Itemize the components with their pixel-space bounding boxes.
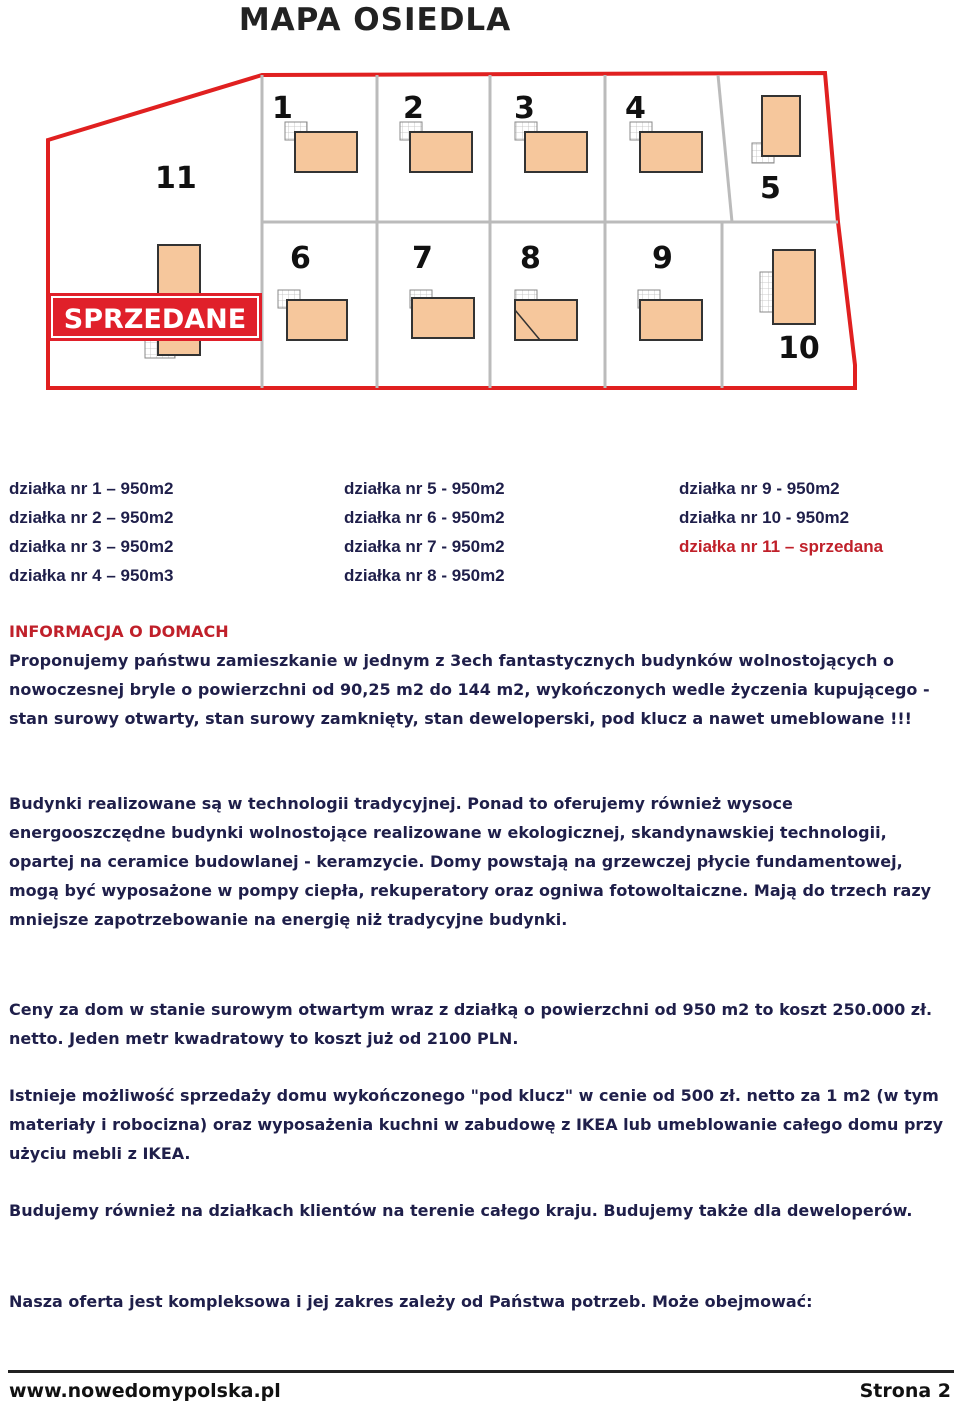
plots-column-2 — [344, 474, 505, 590]
plot-item: działka nr 2 – 950m2 — [9, 508, 174, 527]
footer-website-link[interactable]: www.nowedomypolska.pl — [9, 1380, 281, 1402]
house-lot-10 — [760, 250, 815, 324]
plot-item: działka nr 1 – 950m2 — [9, 479, 174, 498]
lot-number-10: 10 — [778, 331, 820, 366]
lot-number-2: 2 — [403, 91, 424, 126]
house-lot-2 — [400, 122, 472, 172]
house-lot-6 — [278, 290, 347, 340]
plots-column-1 — [9, 474, 173, 590]
plot-dividers — [262, 75, 838, 388]
house-lot-9 — [638, 290, 702, 340]
plot-item: działka nr 9 - 950m2 — [679, 479, 840, 498]
house-lot-7 — [410, 290, 474, 338]
plot-item: działka nr 3 – 950m2 — [9, 537, 174, 556]
plot-item: działka nr 10 - 950m2 — [679, 508, 850, 527]
house-lot-4 — [630, 122, 702, 172]
lot-number-8: 8 — [520, 241, 541, 276]
info-heading: INFORMACJA O DOMACH — [9, 622, 229, 641]
house-lot-8 — [515, 290, 577, 340]
sold-label: SPRZEDANE — [63, 304, 247, 335]
house-lot-3 — [515, 122, 587, 172]
plot-item: działka nr 6 - 950m2 — [344, 508, 505, 527]
lot-number-1: 1 — [272, 91, 293, 126]
info-paragraph-4: Istnieje możliwość sprzedaży domu wykończonego "pod klucz" w cenie od 500 zł. netto za 1 m2 (w tym materiały i robocizna) oraz wyposażenia kuchni w zabudowę z IKEA lub umeblowanie całego domu przy użyciu mebli z IKEA. — [9, 1086, 944, 1163]
sold-banner — [48, 293, 262, 341]
lot-number-9: 9 — [652, 241, 673, 276]
lot-number-3: 3 — [514, 91, 535, 126]
footer-page-number: Strona 2 — [859, 1380, 951, 1402]
estate-map-drawing — [0, 0, 960, 440]
lot-number-4: 4 — [625, 91, 646, 126]
plot-item: działka nr 8 - 950m2 — [344, 566, 505, 585]
house-lot-1 — [285, 122, 357, 172]
plot-item: działka nr 5 - 950m2 — [344, 479, 505, 498]
info-paragraph-6: Nasza oferta jest kompleksowa i jej zakres zależy od Państwa potrzeb. Może obejmować: — [9, 1292, 813, 1311]
plot-item: działka nr 7 - 950m2 — [344, 537, 505, 556]
estate-map — [0, 0, 960, 440]
house-lot-5 — [752, 96, 800, 163]
info-paragraph-1: Proponujemy państwu zamieszkanie w jednym z 3ech fantastycznych budynków wolnostojących o nowoczesnej bryle o powierzchni od 90,25 m2 do 144 m2, wykończonych wedle życzenia kupującego - stan surowy otwarty, stan surowy zamknięty, stan deweloperski, pod klucz a nawet umeblowane !!! — [9, 651, 930, 728]
lot-number-11: 11 — [155, 161, 197, 196]
lot-number-7: 7 — [412, 241, 433, 276]
info-paragraph-3: Ceny za dom w stanie surowym otwartym wraz z działką o powierzchni od 950 m2 to koszt 250.000 zł. netto. Jeden metr kwadratowy to koszt już od 2100 PLN. — [9, 1000, 933, 1048]
map-title: MAPA OSIEDLA — [238, 2, 512, 38]
lot-number-5: 5 — [760, 171, 781, 206]
info-paragraph-5: Budujemy również na działkach klientów na terenie całego kraju. Budujemy także dla deweloperów. — [9, 1201, 913, 1220]
lot-number-6: 6 — [290, 241, 311, 276]
plots-column-3 — [679, 474, 883, 561]
info-paragraph-2: Budynki realizowane są w technologii tradycyjnej. Ponad to oferujemy również wysoce energooszczędne budynki wolnostojące realizowane w ekologicznej, skandynawskiej technologii, opartej na ceramice budowlanej - keramzycie. Domy powstają na grzewczej płycie fundamentowej, mogą być wyposażone w pompy ciepła, rekuperatory oraz ogniwa fotowoltaiczne. Mają do trzech razy mniejsze zapotrzebowanie na energię niż tradycyjne budynki. — [9, 794, 932, 929]
plot-item: działka nr 4 – 950m3 — [9, 566, 174, 585]
footer-divider — [8, 1370, 954, 1373]
plot-item-sold: działka nr 11 – sprzedana — [679, 537, 884, 556]
